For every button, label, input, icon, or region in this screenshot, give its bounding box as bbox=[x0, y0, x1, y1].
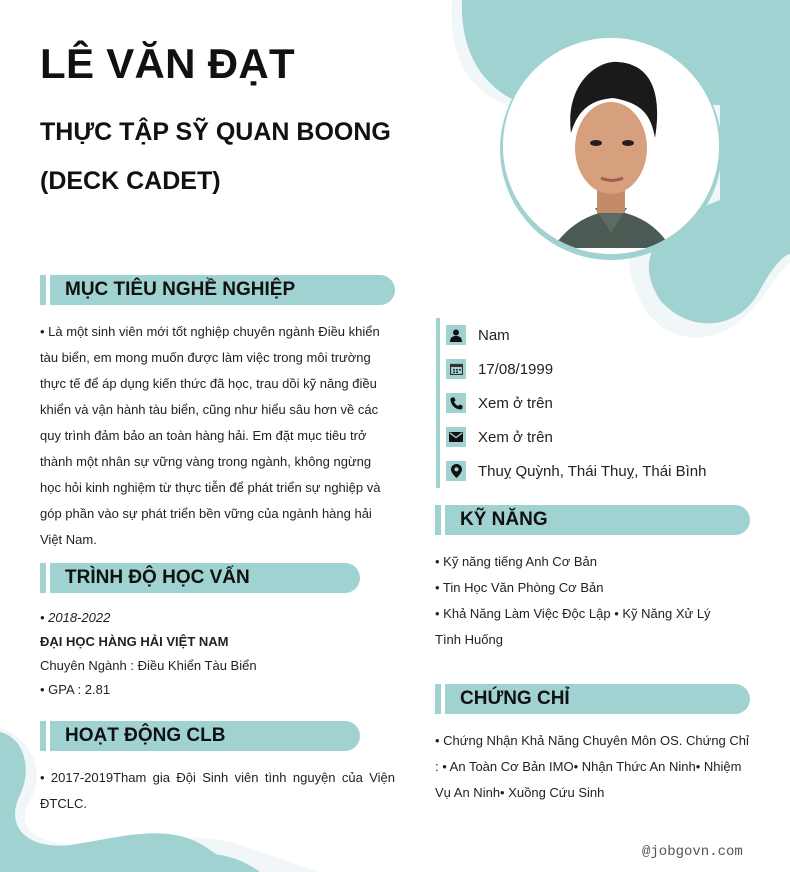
header-accent-bar bbox=[435, 684, 441, 714]
job-title bbox=[40, 108, 420, 206]
skill-item: • Kỹ năng tiếng Anh Cơ Bản bbox=[435, 554, 597, 569]
certificates-section bbox=[435, 684, 750, 806]
candidate-name: LÊ VĂN ĐẠT bbox=[40, 40, 295, 87]
activities-section bbox=[40, 721, 395, 817]
email-icon bbox=[446, 427, 466, 447]
info-address bbox=[446, 454, 766, 488]
skills-title: KỸ NĂNG bbox=[445, 505, 750, 535]
activities-title: HOẠT ĐỘNG CLB bbox=[50, 721, 360, 751]
objective-title: MỤC TIÊU NGHỀ NGHIỆP bbox=[50, 275, 395, 305]
education-major: Chuyên Ngành : Điều Khiển Tàu Biển bbox=[40, 658, 257, 673]
header-accent-bar bbox=[40, 563, 46, 593]
watermark: @jobgovn.com bbox=[642, 844, 743, 860]
info-email bbox=[446, 420, 766, 454]
skill-item: • Khả Năng Làm Việc Độc Lập • Kỹ Năng Xử Lý Tình Huống bbox=[435, 606, 711, 647]
education-period: • 2018-2022 bbox=[40, 610, 111, 625]
header-accent-bar bbox=[40, 275, 46, 305]
info-gender bbox=[446, 318, 766, 352]
info-gender-value: Nam bbox=[478, 326, 510, 344]
info-email-value: Xem ở trên bbox=[478, 428, 553, 446]
calendar-icon bbox=[446, 359, 466, 379]
activities-body: • 2017-2019Tham gia Đội Sinh viên tình nguyện của Viện ĐTCLC. bbox=[40, 770, 395, 811]
certificates-title: CHỨNG CHỈ bbox=[445, 684, 750, 714]
job-title-line-2: (DECK CADET) bbox=[40, 167, 221, 195]
objective-section bbox=[40, 275, 395, 553]
info-birthdate-value: 17/08/1999 bbox=[478, 360, 554, 378]
education-section bbox=[40, 563, 360, 702]
header-accent-bar bbox=[435, 505, 441, 535]
profile-photo-frame bbox=[500, 38, 722, 260]
person-icon bbox=[446, 325, 466, 345]
portrait-illustration bbox=[503, 38, 719, 254]
skills-list bbox=[435, 549, 735, 653]
skill-item: • Tin Học Văn Phòng Cơ Bản bbox=[435, 580, 604, 595]
phone-icon bbox=[446, 393, 466, 413]
info-phone bbox=[446, 386, 766, 420]
location-pin-icon bbox=[446, 461, 466, 481]
activities-header bbox=[40, 721, 360, 751]
objective-body: • Là một sinh viên mới tốt nghiệp chuyên ngành Điều khiển tàu biển, em mong muốn được làm việc trong môi trường thực tế để áp dụng kiến thức đã học, trau dồi kỹ năng điều khiển và vận hành tàu biển, cũng như hiểu sâu hơn về các quy trình đảm bảo an toàn hàng hải. Em đặt mục tiêu trở thành một nhân sự vững vàng trong ngành, không ngừng học hỏi kinh nghiệm từ thực tiễn để phát triển sự nghiệp và góp phần vào sự phát triển bền vững của ngành hàng hải Việt Nam. bbox=[40, 324, 381, 547]
personal-info-list bbox=[436, 318, 766, 488]
header-accent-bar bbox=[40, 721, 46, 751]
info-birthdate bbox=[446, 352, 766, 386]
education-school: ĐẠI HỌC HÀNG HẢI VIỆT NAM bbox=[40, 634, 229, 649]
education-gpa: • GPA : 2.81 bbox=[40, 682, 111, 697]
info-address-value: Thuỵ Quỳnh, Thái Thuỵ, Thái Bình bbox=[478, 462, 707, 480]
skills-section bbox=[435, 505, 750, 653]
objective-header bbox=[40, 275, 395, 305]
education-header bbox=[40, 563, 360, 593]
certificates-header bbox=[435, 684, 750, 714]
skills-header bbox=[435, 505, 750, 535]
education-body bbox=[40, 606, 360, 702]
job-title-line-1: THỰC TẬP SỸ QUAN BOONG bbox=[40, 118, 391, 146]
profile-photo bbox=[503, 38, 719, 254]
info-phone-value: Xem ở trên bbox=[478, 394, 553, 412]
education-title: TRÌNH ĐỘ HỌC VẤN bbox=[50, 563, 360, 593]
certificates-body: • Chứng Nhận Khả Năng Chuyên Môn OS. Chứng Chỉ : • An Toàn Cơ Bản IMO• Nhận Thức An Ninh• Nhiệm Vụ An Ninh• Xuồng Cứu Sinh bbox=[435, 733, 749, 800]
